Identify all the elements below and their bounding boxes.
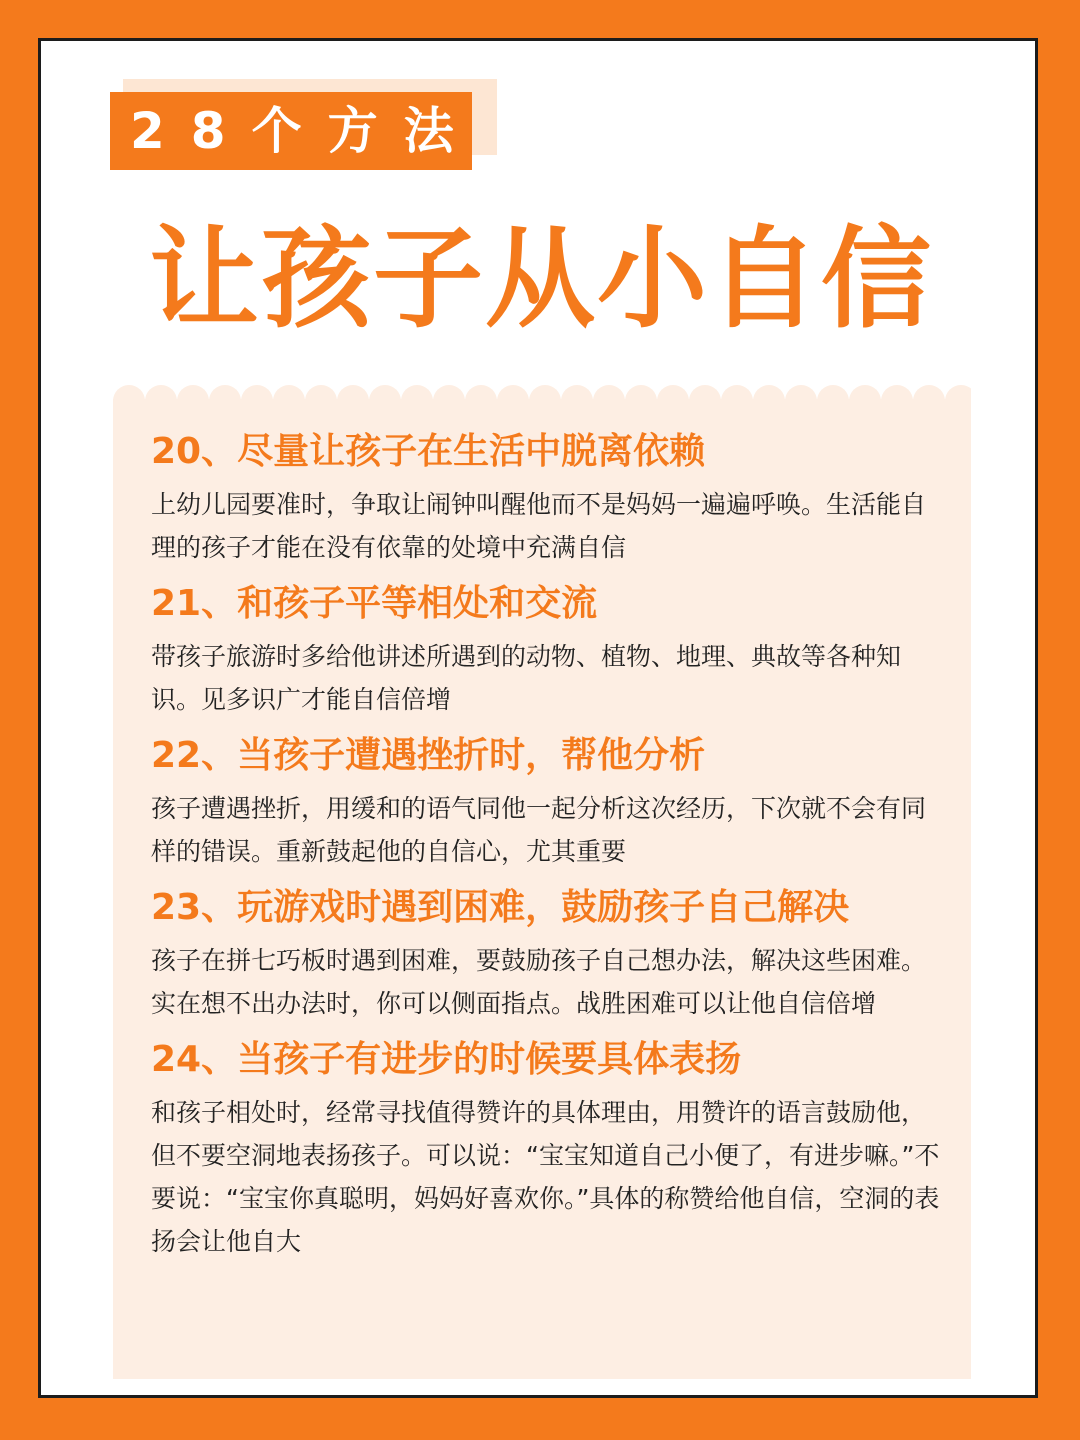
tip-item	[151, 729, 941, 873]
poster-frame	[38, 38, 1038, 1398]
tip-title: 24、当孩子有进步的时候要具体表扬	[151, 1039, 742, 1080]
tip-body: 带孩子旅游时多给他讲述所遇到的动物、植物、地理、典故等各种知识。见多识广才能自信倍增	[151, 642, 902, 714]
tip-body: 孩子在拼七巧板时遇到困难，要鼓励孩子自己想办法，解决这些困难。实在想不出办法时，你可以侧面指点。战胜困难可以让他自信倍增	[151, 946, 927, 1018]
tip-item	[151, 425, 941, 569]
tips-list	[151, 425, 941, 1263]
tip-body: 和孩子相处时，经常寻找值得赞许的具体理由，用赞许的语言鼓励他，但不要空洞地表扬孩子。可以说：“宝宝知道自己小便了，有进步嘛。”不要说：“宝宝你真聪明，妈妈好喜欢你。”具体的称赞给他自信，空洞的表扬会让他自大	[151, 1098, 940, 1256]
tip-item	[151, 1033, 941, 1263]
tip-title: 23、玩游戏时遇到困难，鼓励孩子自己解决	[151, 887, 850, 928]
tip-body: 孩子遭遇挫折，用缓和的语气同他一起分析这次经历，下次就不会有同样的错误。重新鼓起他的自信心，尤其重要	[151, 794, 927, 866]
card-scallop-edge	[113, 379, 971, 401]
page-title: 让孩子从小自信	[149, 215, 933, 343]
tag-label: 28个方法	[110, 92, 472, 170]
tip-title: 20、尽量让孩子在生活中脱离依赖	[151, 431, 706, 472]
tip-title: 22、当孩子遭遇挫折时，帮他分析	[151, 735, 706, 776]
tip-item	[151, 881, 941, 1025]
tip-title: 21、和孩子平等相处和交流	[151, 583, 598, 624]
tip-body: 上幼儿园要准时，争取让闹钟叫醒他而不是妈妈一遍遍呼唤。生活能自理的孩子才能在没有依靠的处境中充满自信	[151, 490, 927, 562]
tip-item	[151, 577, 941, 721]
